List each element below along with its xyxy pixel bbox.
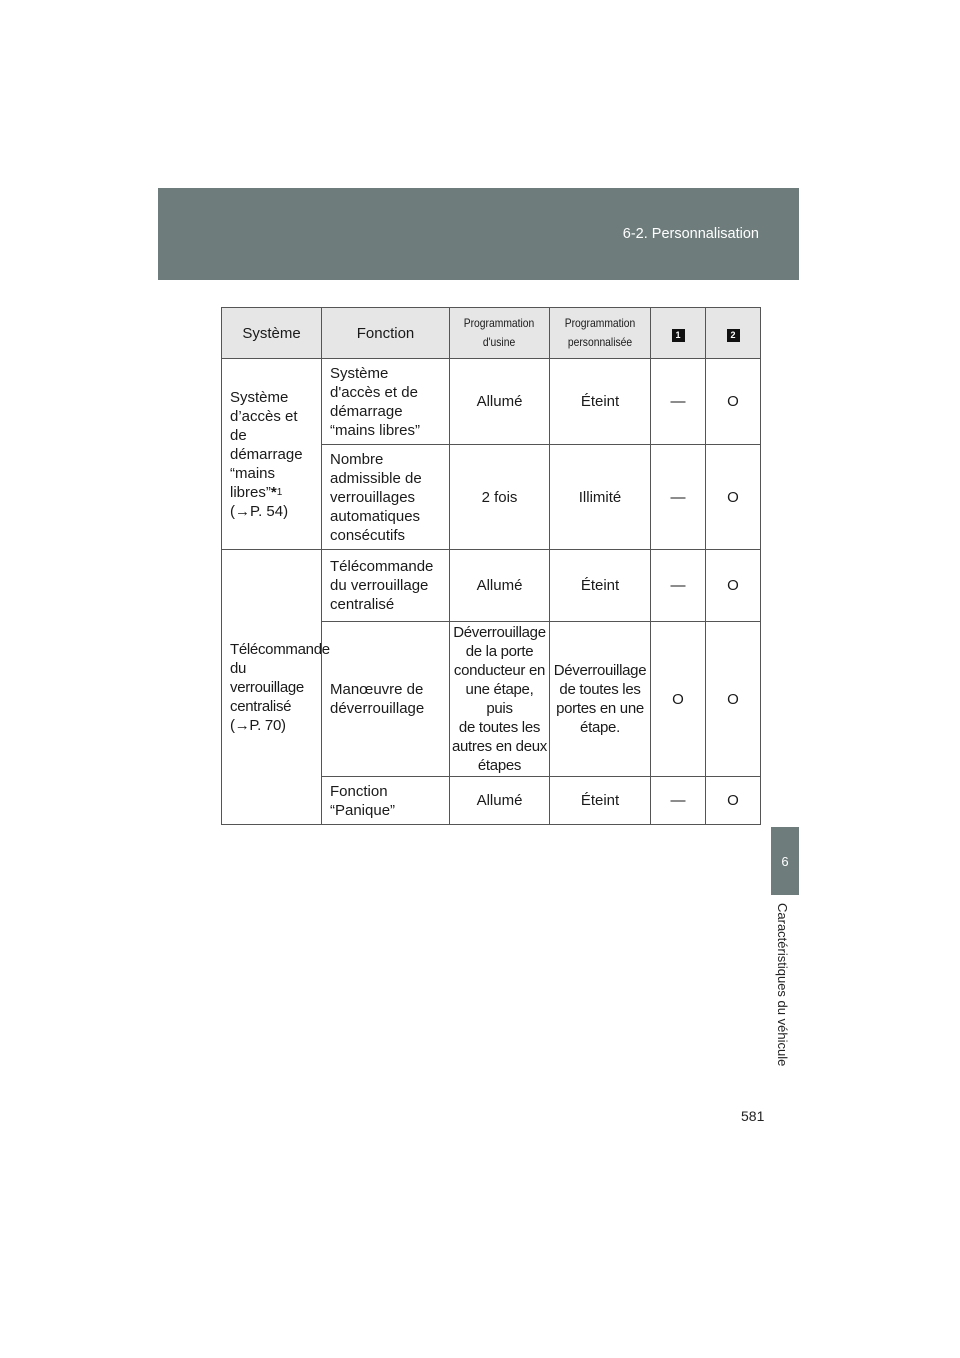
system-cell-telecommande: Télécommande du verrouillage centralisé (→P. 70) [222,550,322,825]
system-cell-mains-libres: Système d’accès et de démarrage “mains libres”*$^1$ (→P. 54) [222,359,322,550]
usine-cell: Allumé [450,550,550,622]
table-header-row [222,308,761,359]
col1-cell: — [651,777,706,825]
perso-cell: Illimité [550,445,651,550]
col2-cell: O [706,359,761,445]
badge-2-icon: 2 [727,329,740,342]
header-systeme: Système [222,308,322,359]
chapter-number: 6 [781,853,789,869]
col1-cell: — [651,550,706,622]
usine-cell: 2 fois [450,445,550,550]
fonction-cell: Télécommande du verrouillage centralisé [322,550,450,622]
usine-cell: Déverrouillage de la porte conducteur en une étape, puis de toutes les autres en deux étapes [450,622,550,777]
col1-cell: — [651,445,706,550]
header-badge-2 [706,308,761,359]
table-row [222,359,761,445]
badge-1-icon: 1 [672,329,685,342]
section-header [158,188,799,280]
usine-cell: Allumé [450,777,550,825]
fonction-cell: Nombre admissible de verrouillages automatiques consécutifs [322,445,450,550]
header-badge-1 [651,308,706,359]
usine-cell: Allumé [450,359,550,445]
page-number: 581 [741,1108,765,1124]
chapter-label: Caractéristiques du véhicule [775,903,790,1067]
fonction-cell: Système d'accès et de démarrage “mains libres” [322,359,450,445]
perso-cell: Éteint [550,550,651,622]
customization-table [221,307,761,825]
perso-cell: Éteint [550,359,651,445]
perso-cell: Éteint [550,777,651,825]
col1-cell: O [651,622,706,777]
chapter-tab [771,827,799,895]
header-programmation-usine: Programmation d'usine [450,308,550,359]
col2-cell: O [706,550,761,622]
col1-cell: — [651,359,706,445]
fonction-cell: Fonction “Panique” [322,777,450,825]
section-title: 6-2. Personnalisation [622,226,759,242]
header-fonction: Fonction [322,308,450,359]
col2-cell: O [706,777,761,825]
fonction-cell: Manœuvre de déverrouillage [322,622,450,777]
table-row [222,550,761,622]
col2-cell: O [706,622,761,777]
header-programmation-personnalisee: Programmation personnalisée [550,308,651,359]
perso-cell: Déverrouillage de toutes les portes en une étape. [550,622,651,777]
col2-cell: O [706,445,761,550]
